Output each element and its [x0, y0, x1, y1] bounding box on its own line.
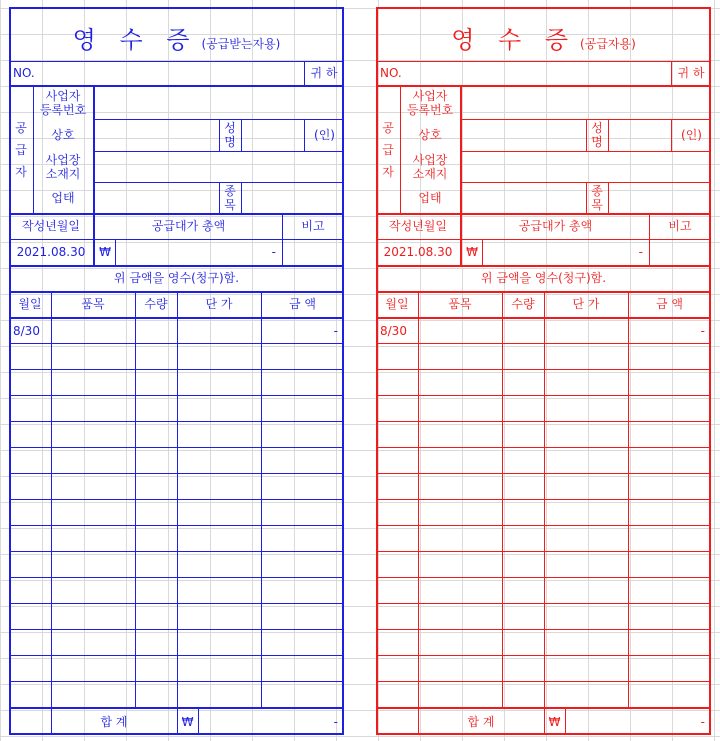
item-unit-price-cell[interactable] — [544, 526, 628, 551]
item-qty-cell[interactable] — [502, 630, 544, 655]
item-unit-price-cell[interactable] — [544, 396, 628, 421]
item-qty-cell[interactable] — [502, 578, 544, 603]
total-header: 공급대가 총액 — [518, 219, 593, 233]
seal-label: (인) — [314, 128, 335, 142]
item-amount-cell[interactable] — [628, 370, 711, 395]
item-name-cell[interactable] — [51, 370, 135, 395]
item-amount-cell[interactable] — [628, 474, 711, 499]
item-name-cell[interactable] — [51, 344, 135, 369]
item-qty-cell[interactable] — [135, 500, 177, 525]
item-name-cell[interactable] — [418, 630, 502, 655]
item-qty-cell[interactable] — [135, 448, 177, 473]
title-subtitle: (공급자용) — [580, 37, 636, 51]
item-amount-cell[interactable] — [261, 474, 344, 499]
item-qty-cell[interactable] — [135, 630, 177, 655]
item-unit-price-cell[interactable] — [177, 422, 261, 447]
col-item-header: 품목 — [81, 297, 105, 311]
col-item-header: 품목 — [448, 297, 472, 311]
item-qty-cell[interactable] — [135, 474, 177, 499]
item-amount-cell[interactable] — [261, 656, 344, 681]
item-amount-cell[interactable] — [628, 396, 711, 421]
col-unit-price-header: 단 가 — [205, 297, 233, 311]
item-name-cell[interactable] — [418, 422, 502, 447]
supplier-label-char: 급 — [15, 143, 27, 157]
item-date-cell[interactable] — [376, 552, 418, 577]
name-label: 성 명 — [224, 121, 236, 149]
item-amount-cell[interactable] — [261, 344, 344, 369]
sum-value[interactable]: - — [700, 715, 705, 729]
item-qty-cell[interactable] — [135, 552, 177, 577]
item-amount-cell[interactable]: - — [700, 323, 705, 338]
title-text: 영 수 증 — [72, 26, 198, 54]
item-amount-cell[interactable] — [628, 448, 711, 473]
item-name-cell[interactable] — [51, 318, 135, 343]
note-field[interactable] — [283, 239, 344, 265]
item-name-cell[interactable] — [418, 656, 502, 681]
item-date-cell[interactable] — [376, 526, 418, 551]
receipt-no-field[interactable] — [51, 61, 304, 85]
item-date-cell[interactable] — [376, 682, 418, 707]
item-name-cell[interactable] — [51, 630, 135, 655]
item-date-cell[interactable] — [376, 630, 418, 655]
address-field[interactable] — [95, 151, 344, 182]
item-name-cell[interactable] — [418, 370, 502, 395]
item-amount-cell[interactable] — [628, 526, 711, 551]
item-unit-price-cell[interactable] — [177, 370, 261, 395]
item-amount-cell[interactable] — [261, 630, 344, 655]
item-unit-price-cell[interactable] — [177, 526, 261, 551]
item-date-cell[interactable] — [9, 344, 51, 369]
business-type-field[interactable] — [95, 182, 219, 213]
item-unit-price-cell[interactable] — [544, 578, 628, 603]
item-qty-cell[interactable] — [502, 474, 544, 499]
receipt-no-field[interactable] — [418, 61, 671, 85]
item-amount-cell[interactable] — [628, 344, 711, 369]
reg-no-field[interactable] — [95, 87, 344, 119]
item-date-cell[interactable] — [9, 578, 51, 603]
item-date-cell[interactable] — [9, 630, 51, 655]
supplier-label-char: 공 — [382, 121, 394, 135]
name-field[interactable] — [609, 119, 671, 151]
sum-label: 합 계 — [100, 715, 128, 729]
item-name-cell[interactable] — [51, 526, 135, 551]
item-unit-price-cell[interactable] — [544, 630, 628, 655]
item-unit-price-cell[interactable] — [177, 630, 261, 655]
supplier-label-char: 자 — [15, 165, 27, 179]
date-header: 작성년월일 — [22, 219, 80, 233]
item-amount-cell[interactable] — [628, 422, 711, 447]
item-qty-cell[interactable] — [135, 422, 177, 447]
item-qty-cell[interactable] — [502, 344, 544, 369]
item-unit-price-cell[interactable] — [544, 552, 628, 577]
item-amount-cell[interactable] — [628, 578, 711, 603]
item-date-cell[interactable] — [376, 474, 418, 499]
item-unit-price-cell[interactable] — [544, 422, 628, 447]
date-header: 작성년월일 — [389, 219, 447, 233]
receipt-title — [376, 20, 711, 55]
supplier-vertical-label — [376, 87, 400, 213]
item-amount-cell[interactable]: - — [333, 323, 338, 338]
item-name-cell[interactable] — [418, 448, 502, 473]
receipt-no-label: NO. — [13, 66, 35, 80]
item-qty-cell[interactable] — [502, 422, 544, 447]
item-unit-price-cell[interactable] — [544, 604, 628, 629]
item-unit-price-cell[interactable] — [177, 500, 261, 525]
item-unit-price-cell[interactable] — [177, 552, 261, 577]
item-name-cell[interactable] — [51, 422, 135, 447]
total-header: 공급대가 총액 — [151, 219, 226, 233]
honorific-label: 귀 하 — [310, 66, 338, 80]
item-unit-price-cell[interactable] — [544, 474, 628, 499]
item-date-cell[interactable] — [9, 656, 51, 681]
item-unit-price-cell[interactable] — [544, 448, 628, 473]
date-value[interactable]: 2021.08.30 — [383, 245, 453, 259]
item-date-cell[interactable] — [376, 656, 418, 681]
col-amount-header: 금 액 — [289, 297, 316, 311]
reg-no-label: 사업자 등록번호 — [406, 89, 454, 117]
item-qty-cell[interactable] — [502, 448, 544, 473]
item-unit-price-cell[interactable] — [544, 344, 628, 369]
item-amount-cell[interactable] — [261, 604, 344, 629]
item-qty-cell[interactable] — [502, 318, 544, 343]
item-qty-cell[interactable] — [135, 396, 177, 421]
item-unit-price-cell[interactable] — [177, 656, 261, 681]
item-date-cell[interactable] — [376, 344, 418, 369]
item-name-cell[interactable] — [418, 526, 502, 551]
item-name-cell[interactable] — [51, 604, 135, 629]
col-qty-header: 수량 — [144, 297, 168, 311]
item-amount-cell[interactable] — [261, 422, 344, 447]
item-date-cell[interactable] — [376, 500, 418, 525]
receipt-no-label: NO. — [380, 66, 402, 80]
business-type-label: 업태 — [51, 190, 75, 205]
item-amount-cell[interactable] — [628, 630, 711, 655]
item-amount-cell[interactable] — [628, 552, 711, 577]
item-date-cell[interactable] — [9, 422, 51, 447]
receipt-title — [9, 20, 344, 55]
item-name-cell[interactable] — [51, 448, 135, 473]
item-date-cell[interactable] — [9, 682, 51, 707]
item-unit-price-cell[interactable] — [544, 656, 628, 681]
item-type-label: 종 목 — [591, 183, 603, 212]
sum-value[interactable]: - — [333, 715, 338, 729]
item-qty-cell[interactable] — [502, 552, 544, 577]
item-amount-cell[interactable] — [261, 500, 344, 525]
item-amount-cell[interactable] — [628, 682, 711, 707]
title-text: 영 수 증 — [451, 26, 577, 54]
item-name-cell[interactable] — [418, 604, 502, 629]
item-date-cell[interactable] — [376, 448, 418, 473]
item-date-cell[interactable] — [9, 500, 51, 525]
address-label: 사업장 소재지 — [45, 152, 81, 181]
total-value[interactable]: - — [638, 245, 643, 259]
col-qty-header: 수량 — [511, 297, 535, 311]
item-amount-cell[interactable] — [261, 448, 344, 473]
item-type-label: 종 목 — [224, 183, 236, 212]
supplier-label-char: 급 — [382, 143, 394, 157]
item-amount-cell[interactable] — [261, 396, 344, 421]
item-unit-price-cell[interactable] — [177, 604, 261, 629]
total-value[interactable]: - — [271, 245, 276, 259]
note-header: 비고 — [668, 219, 692, 233]
item-type-field[interactable] — [242, 182, 344, 213]
address-field[interactable] — [462, 151, 711, 182]
item-name-cell[interactable] — [51, 474, 135, 499]
item-qty-cell[interactable] — [502, 604, 544, 629]
item-date-cell[interactable] — [376, 578, 418, 603]
receipt-supplier-copy — [376, 7, 711, 735]
item-name-cell[interactable] — [51, 552, 135, 577]
note-header: 비고 — [301, 219, 325, 233]
item-name-cell[interactable] — [418, 682, 502, 707]
col-amount-header: 금 액 — [656, 297, 683, 311]
item-unit-price-cell[interactable] — [177, 344, 261, 369]
item-unit-price-cell[interactable] — [544, 370, 628, 395]
item-unit-price-cell[interactable] — [177, 682, 261, 707]
item-qty-cell[interactable] — [502, 500, 544, 525]
receipt-statement: 위 금액을 영수(청구)함. — [480, 271, 607, 285]
item-name-cell[interactable] — [418, 344, 502, 369]
business-type-field[interactable] — [462, 182, 586, 213]
honorific-label: 귀 하 — [677, 66, 705, 80]
item-name-cell[interactable] — [51, 500, 135, 525]
item-qty-cell[interactable] — [502, 526, 544, 551]
supplier-label-char: 공 — [15, 121, 27, 135]
item-qty-cell[interactable] — [502, 682, 544, 707]
item-date-cell[interactable] — [376, 422, 418, 447]
item-qty-cell[interactable] — [135, 318, 177, 343]
company-label: 상호 — [418, 128, 442, 142]
address-label: 사업장 소재지 — [412, 152, 448, 181]
item-date-cell[interactable] — [376, 604, 418, 629]
item-amount-cell[interactable] — [628, 500, 711, 525]
company-field[interactable] — [95, 119, 219, 151]
business-type-label: 업태 — [418, 190, 442, 205]
sum-currency: ₩ — [548, 715, 561, 729]
sum-currency: ₩ — [181, 715, 194, 729]
note-field[interactable] — [650, 239, 711, 265]
reg-no-label: 사업자 등록번호 — [39, 89, 87, 117]
item-date-cell[interactable] — [9, 604, 51, 629]
item-unit-price-cell[interactable] — [177, 318, 261, 343]
item-name-cell[interactable] — [418, 552, 502, 577]
col-date-header: 월일 — [18, 297, 42, 311]
item-date-cell[interactable] — [9, 526, 51, 551]
item-name-cell[interactable] — [418, 500, 502, 525]
item-unit-price-cell[interactable] — [177, 448, 261, 473]
item-amount-cell[interactable] — [628, 604, 711, 629]
item-name-cell[interactable] — [51, 682, 135, 707]
item-amount-cell[interactable] — [261, 370, 344, 395]
item-amount-cell[interactable] — [261, 552, 344, 577]
supplier-vertical-label — [9, 87, 33, 213]
item-date-cell[interactable] — [9, 474, 51, 499]
item-amount-cell[interactable] — [261, 526, 344, 551]
item-date-cell[interactable] — [9, 396, 51, 421]
item-name-cell[interactable] — [51, 396, 135, 421]
currency-symbol: ₩ — [466, 245, 478, 259]
item-amount-cell[interactable] — [628, 656, 711, 681]
item-name-cell[interactable] — [418, 396, 502, 421]
item-name-cell[interactable] — [418, 474, 502, 499]
company-label: 상호 — [51, 128, 75, 142]
receipt-statement: 위 금액을 영수(청구)함. — [113, 271, 240, 285]
item-date-cell[interactable]: 8/30 — [380, 323, 407, 338]
item-date-cell[interactable]: 8/30 — [13, 323, 40, 338]
name-label: 성 명 — [591, 121, 603, 149]
sum-label: 합 계 — [467, 715, 495, 729]
col-date-header: 월일 — [385, 297, 409, 311]
item-name-cell[interactable] — [418, 318, 502, 343]
item-date-cell[interactable] — [9, 448, 51, 473]
reg-no-field[interactable] — [462, 87, 711, 119]
name-field[interactable] — [242, 119, 304, 151]
receipt-supplied-copy — [9, 7, 344, 735]
item-amount-cell[interactable] — [261, 578, 344, 603]
title-subtitle: (공급받는자용) — [201, 37, 281, 51]
item-name-cell[interactable] — [51, 656, 135, 681]
col-unit-price-header: 단 가 — [572, 297, 600, 311]
item-unit-price-cell[interactable] — [544, 500, 628, 525]
supplier-label-char: 자 — [382, 165, 394, 179]
item-name-cell[interactable] — [51, 578, 135, 603]
item-date-cell[interactable] — [376, 396, 418, 421]
date-value[interactable]: 2021.08.30 — [16, 245, 86, 259]
currency-symbol: ₩ — [99, 245, 111, 259]
item-unit-price-cell[interactable] — [177, 578, 261, 603]
item-qty-cell[interactable] — [135, 370, 177, 395]
item-qty-cell[interactable] — [502, 396, 544, 421]
item-name-cell[interactable] — [418, 578, 502, 603]
item-amount-cell[interactable] — [261, 682, 344, 707]
seal-label: (인) — [681, 128, 702, 142]
item-qty-cell[interactable] — [135, 344, 177, 369]
item-unit-price-cell[interactable] — [177, 396, 261, 421]
item-type-field[interactable] — [609, 182, 711, 213]
item-unit-price-cell[interactable] — [177, 474, 261, 499]
item-qty-cell[interactable] — [135, 682, 177, 707]
item-qty-cell[interactable] — [502, 370, 544, 395]
item-unit-price-cell[interactable] — [544, 682, 628, 707]
item-date-cell[interactable] — [9, 552, 51, 577]
item-date-cell[interactable] — [376, 370, 418, 395]
item-qty-cell[interactable] — [135, 604, 177, 629]
item-unit-price-cell[interactable] — [544, 318, 628, 343]
item-qty-cell[interactable] — [502, 656, 544, 681]
company-field[interactable] — [462, 119, 586, 151]
item-qty-cell[interactable] — [135, 526, 177, 551]
item-qty-cell[interactable] — [135, 656, 177, 681]
item-qty-cell[interactable] — [135, 578, 177, 603]
item-date-cell[interactable] — [9, 370, 51, 395]
